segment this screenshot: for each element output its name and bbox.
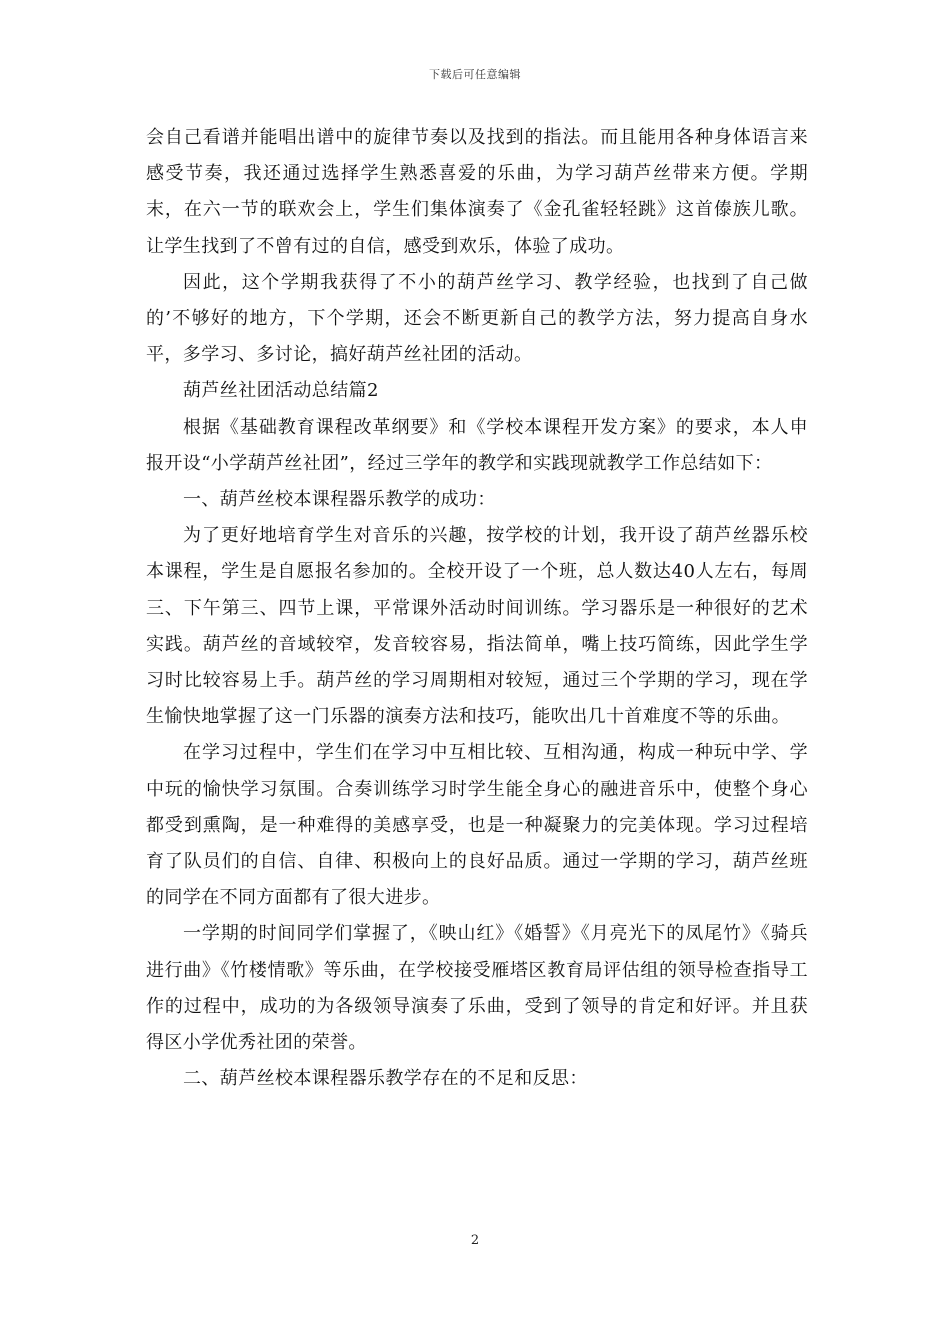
paragraph-achievements: 一学期的时间同学们掌握了，《映山红》《婚誓》《月亮光下的凤尾竹》《骑兵进行曲》《竹楼情歌》等乐曲，在学校接受雁塔区教育局评估组的领导检查指导工作的过程中，成功的为各级领导演奏了乐曲，受到了领导的肯定和好评。并且获得区小学优秀社团的荣誉。 <box>146 923 808 1054</box>
paragraph-continuation: 会自己看谱并能唱出谱中的旋律节奏以及找到的指法。而且能用各种身体语言来感受节奏，我还通过选择学生熟悉喜爱的乐曲，为学习葫芦丝带来方便。学期末，在六一节的联欢会上，学生们集体演奏了《金孔雀轻轻跳》这首傣族儿歌。让学生找到了不曾有过的自信，感受到欢乐，体验了成功。 <box>146 127 808 257</box>
page-number: 2 <box>470 1233 480 1248</box>
section-title: 葫芦丝社团活动总结篇2 <box>183 380 379 402</box>
paragraph-reflection: 因此，这个学期我获得了不小的葫芦丝学习、教学经验，也找到了自己做的’不够好的地方，下个学期，还会不断更新自己的教学方法，努力提高自身水平，多学习、多讨论，搞好葫芦丝社团的活动。 <box>146 271 808 366</box>
heading-shortcomings: 二、葫芦丝校本课程器乐教学存在的不足和反思： <box>183 1068 588 1090</box>
paragraph-course-setup: 为了更好地培育学生对音乐的兴趣，按学校的计划，我开设了葫芦丝器乐校本课程，学生是自愿报名参加的。全校开设了一个班，总人数达40人左右，每周三、下午第三、四节上课，平常课外活动时间训练。学习器乐是一种很好的艺术实践。葫芦丝的音域较窄，发音较容易，指法简单，嘴上技巧简练，因此学生学习时比较容易上手。葫芦丝的学习周期相对较短，通过三个学期的学习，现在学生愉快地掌握了这一门乐器的演奏方法和技巧，能吹出几十首难度不等的乐曲。 <box>146 525 808 728</box>
paragraph-learning-process: 在学习过程中，学生们在学习中互相比较、互相沟通，构成一种玩中学、学中玩的愉快学习氛围。合奏训练学习时学生能全身心的融进音乐中，使整个身心都受到熏陶，是一种难得的美感享受，也是一种凝聚力的完美体现。学习过程培育了队员们的自信、自律、积极向上的良好品质。通过一学期的学习，葫芦丝班的同学在不同方面都有了很大进步。 <box>146 742 808 909</box>
document-body <box>146 120 808 1097</box>
heading-success: 一、葫芦丝校本课程器乐教学的成功： <box>183 489 496 511</box>
paragraph-intro: 根据《基础教育课程改革纲要》和《学校本课程开发方案》的要求，本人申报开设“小学葫芦丝社团”，经过三学年的教学和实践现就教学工作总结如下： <box>146 416 808 474</box>
page-header: 下载后可任意编辑 <box>429 68 521 81</box>
